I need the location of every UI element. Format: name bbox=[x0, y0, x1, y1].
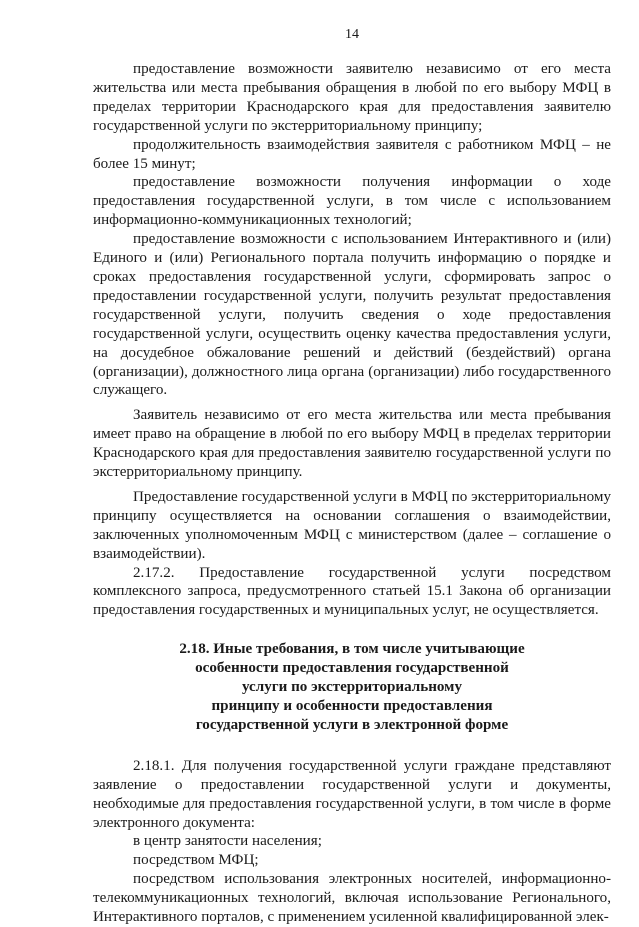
paragraph: 2.17.2. Предоставление государственной услуги посредством комплексного запроса, предусмотренного статьей 15.1 Закона об организации предоставления государственных и муниципальных услуг, не осуществляется. bbox=[93, 564, 611, 619]
section-heading bbox=[93, 640, 611, 735]
paragraph: Предоставление государственной услуги в МФЦ по экстерриториальному принципу осуществляется на основании соглашения о взаимодействии, заключенных уполномоченным МФЦ с министерством (далее – соглашение о взаимодействии). bbox=[93, 488, 611, 562]
paragraph: Заявитель независимо от его места жительства или места пребывания имеет право на обращение в любой по его выбору МФЦ в пределах территории Краснодарского края для предоставления заявителю государственной услуги по экстерриториальному принципу. bbox=[93, 407, 611, 481]
document-body bbox=[93, 60, 611, 620]
paragraph: предоставление возможности заявителю независимо от его места жительства или места пребывания обращения в любой по его выбору МФЦ в пределах территории Краснодарского края для предоставления заявителю государственной услуги по экстерриториальному принципу; bbox=[93, 61, 611, 134]
page-number: 14 bbox=[345, 27, 359, 42]
paragraph: посредством МФЦ; bbox=[133, 852, 259, 869]
heading-line: государственной услуги в электронной форме bbox=[195, 716, 509, 733]
heading-line: принципу и особенности предоставления bbox=[211, 698, 493, 714]
heading-line: 2.18. Иные требования, в том числе учитывающие bbox=[179, 641, 525, 658]
paragraph: предоставление возможности получения информации о ходе предоставления государственной услуги, в том числе с использованием информационно-коммуникационных технологий; bbox=[93, 174, 611, 229]
document-body-continued bbox=[93, 757, 611, 927]
paragraph: посредством использования электронных носителей, информационно-телекоммуникационных технологий, включая использование Регионального, Интерактивного порталов, с применением усиленной квалифицированной элек- bbox=[93, 871, 611, 926]
heading-line: услуги по экстерриториальному bbox=[241, 679, 463, 696]
heading-line: особенности предоставления государственной bbox=[195, 660, 509, 677]
paragraph: предоставление возможности с использованием Интерактивного и (или) Единого и (или) Регионального портала получить информацию о порядке и сроках предоставления государственной услуги, сформировать запрос о предоставлении государственной услуги, получить результат предоставления государственной услуги, получить сведения о ходе предоставления государственной услуги, осуществить оценку качества предоставления услуги, на досудебное обжалование решений и действий (бездействий) органа (организации), должностного лица органа (организации) либо государственного служащего. bbox=[93, 231, 611, 399]
paragraph: продолжительность взаимодействия заявителя с работником МФЦ – не более 15 минут; bbox=[93, 136, 611, 172]
paragraph: 2.18.1. Для получения государственной услуги граждане представляют заявление о предоставлении государственной услуги и документы, необходимые для предоставления государственной услуги, в том числе в форме электронного документа: bbox=[93, 757, 611, 831]
paragraph: в центр занятости населения; bbox=[133, 833, 322, 850]
